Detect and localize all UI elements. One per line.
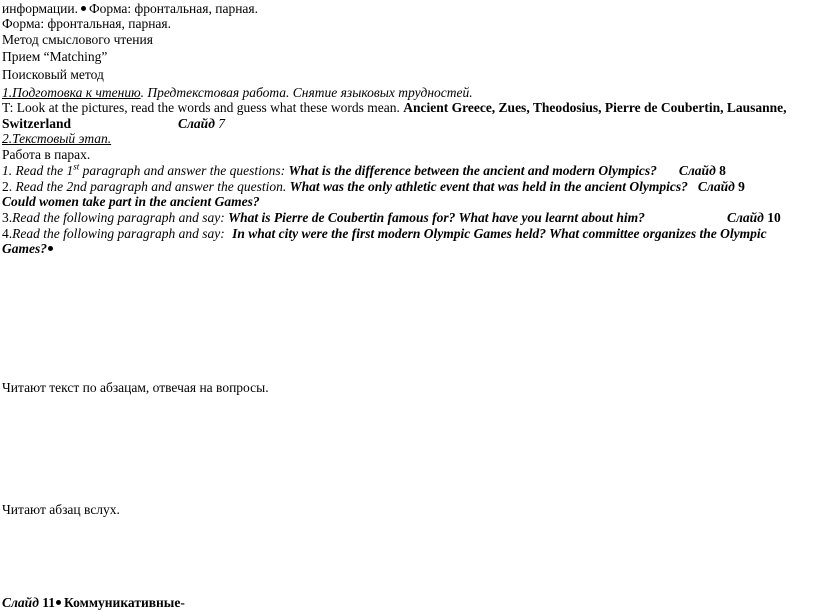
section-heading: 2.Текстовый этап. [2,131,112,146]
text-line [2,1,258,17]
text-fragment: информации. [2,1,78,16]
slide-number: 7 [218,116,226,131]
question-text: In what city were the first modern Olympic Games held? What committee organizes the Olympic [232,226,767,241]
question-text: What is the difference between the ancient and modern Olympics? [288,163,657,178]
text-fragment: Коммуникативные- [64,595,185,610]
question-text: Games? [2,241,47,256]
question-instruction: 1. Read the 1st paragraph and answer the questions: [2,161,286,178]
slide-number: 10 [767,210,781,225]
question-instruction: Read the following paragraph and say: [12,210,225,225]
slide-label: Слайд [726,210,764,225]
bullet-icon [56,600,61,605]
slide-number: 9 [738,179,745,194]
question-number: 4. [2,226,13,241]
slide-label: Слайд [2,595,39,610]
text-line [2,100,786,116]
text-line [2,116,225,132]
text-line: Читают текст по абзацам, отвечая на вопросы. [2,380,269,395]
question-line [2,179,745,195]
question-number: 2. [2,179,13,194]
question-line [2,163,726,179]
vocabulary-list: Ancient Greece, Zues, Theodosius, Pierre de Coubertin, Lausanne, [403,100,787,115]
question-text: Could women take part in the ancient Games? [2,194,260,209]
text-line [2,595,185,611]
bullet-icon [81,6,86,11]
slide-number: 11 [42,595,56,610]
section-heading [2,85,473,101]
question-line [2,241,56,257]
heading-underlined: 1.Подготовка к чтению [2,85,141,100]
text-fragment: Форма: фронтальная, парная. [88,1,258,16]
bullet-icon [48,246,53,251]
slide-label: Слайд [178,116,215,131]
question-line [2,226,767,242]
question-line [2,210,781,226]
vocabulary-list: Switzerland [2,116,71,131]
text-line: Поисковый метод [2,67,104,82]
text-line: Форма: фронтальная, парная. [2,16,172,31]
text-line: Читают абзац вслух. [2,502,120,517]
slide-label: Слайд [678,163,716,178]
question-text: What was the only athletic event that was held in the ancient Olympics? [289,179,688,194]
question-text: What is Pierre de Coubertin famous for? What have you learnt about him? [228,210,645,225]
instruction-text: T: Look at the pictures, read the words and guess what these words mean. [2,100,400,115]
question-number: 3. [2,210,13,225]
text-line: Метод смыслового чтения [2,32,153,47]
text-line: Прием “Matching” [2,49,108,64]
text-line: Работа в парах. [2,147,91,162]
slide-label: Слайд [697,179,735,194]
question-instruction: Read the 2nd paragraph and answer the question. [12,179,287,194]
heading-rest: . Предтекстовая работа. Снятие языковых трудностей. [140,85,473,100]
slide-number: 8 [719,163,726,178]
question-instruction: Read the following paragraph and say: [12,226,225,241]
